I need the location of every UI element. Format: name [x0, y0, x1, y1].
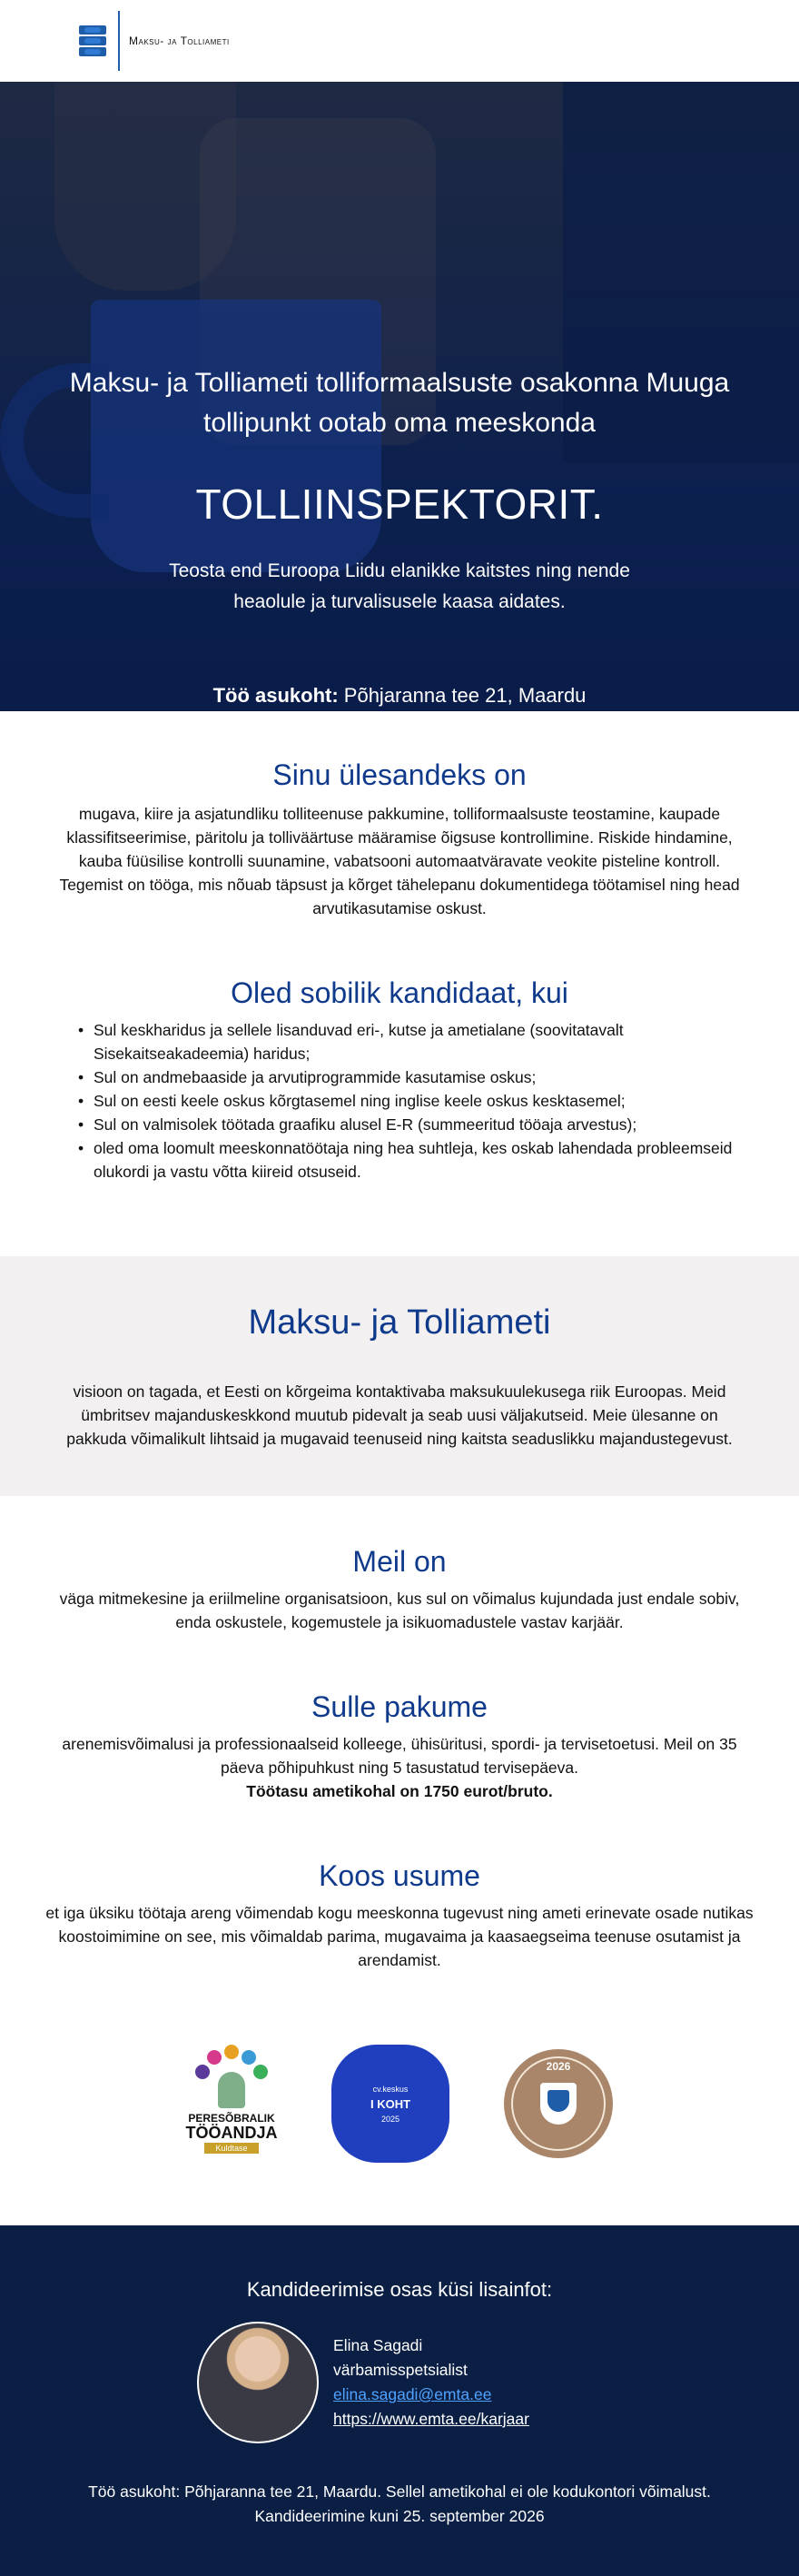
we-are-text: väga mitmekesine ja eriilmeline organisatsioon, kus sul on võimalus kujundada just endale sobiv, enda oskustele, kogemustele ja isikuomadustele vastav karjäär. — [59, 1590, 740, 1631]
vision-section — [0, 1256, 799, 1496]
tasks-section — [0, 711, 799, 920]
badge1-line2: TÖÖANDJA — [185, 2124, 278, 2142]
hero-location-value: Põhjaranna tee 21, Maardu — [338, 684, 587, 707]
vision-heading: Maksu- ja Tolliameti — [248, 1303, 551, 1342]
hero-location — [0, 684, 799, 708]
header — [0, 0, 799, 82]
tasks-text: mugava, kiire ja asjatundliku tolliteenuse pakkumine, tolliformaalsuste teostamine, kaupade klassifitseerimise, päritolu ja tolliväärtuse määramise õigsuse kontrollimine. Riskide hindamine, kauba füüsilise kontrolli suunamine, vabatsooni automaatväravate veokite pisteline kontroll. Tegemist on tööga, mis nõuab täpsust ja kõrget tähelepanu dokumentidega töötamisel ning head arvutikasutamise oskust. — [59, 805, 740, 917]
footer-heading: Kandideerimise osas küsi lisainfot: — [246, 2278, 553, 2301]
contact-info — [333, 2333, 529, 2432]
hero-subtitle: Maksu- ja Tolliameti tolliformaalsuste osakonna Muuga tollipunkt ootab oma meeskonda — [69, 368, 730, 438]
contact-email-link[interactable]: elina.sagadi@emta.ee — [333, 2385, 492, 2403]
three-lions-crest-icon — [76, 18, 109, 64]
hero-location-label: Töö asukoht: — [212, 684, 339, 707]
candidate-heading: Oled sobilik kandidaat, kui — [231, 976, 568, 1009]
believe-section — [0, 1803, 799, 1972]
vision-text: visioon on tagada, et Eesti on kõrgeima kontaktivaba maksukuulekusega riik Euroopas. Meid ümbritsev majanduskeskkond muutub pidevalt ja seab uusi väljakutseid. Meie ülesanne on pakkuda võimalikult lihtsaid ja mugavaid teenuseid ning kaitsta seaduslikku majandustegevust. — [66, 1382, 733, 1448]
offer-heading: Sulle pakume — [311, 1690, 488, 1723]
defence-league-badge — [504, 2049, 613, 2158]
list-item: • Sul on andmebaaside ja arvutiprogrammide kasutamise oskus; — [82, 1065, 745, 1089]
we-are-section — [0, 1496, 799, 1634]
career-website-link[interactable]: https://www.emta.ee/karjaar — [333, 2410, 529, 2428]
believe-text: et iga üksiku töötaja areng võimendab kogu meeskonna tugevust ning ameti erinevate osade nutikas koostoimimine on see, mis võimaldab parima, mugavaima ja kaasaegseima teenuse osutamist ja arendamist. — [45, 1904, 754, 1969]
contact-name: Elina Sagadi — [333, 2336, 423, 2354]
badge2-top: cv.keskus — [372, 2084, 409, 2094]
people-circle-icon — [191, 2045, 272, 2108]
candidate-list — [54, 1018, 745, 1184]
offer-text: arenemisvõimalusi ja professionaalseid kolleege, ühisüritusi, spordi- ja tervisetoetusi. Meil on 35 päeva põhipuhkust ning 5 tasustatud tervisepäeva. — [62, 1735, 737, 1777]
footer-deadline-line: Kandideerimine kuni 25. september 2026 — [254, 2507, 545, 2525]
badge3-year: 2026 — [546, 2060, 571, 2073]
footer-location-line: Töö asukoht: Põhjaranna tee 21, Maardu. Sellel ametikohal ei ole kodukontori võimalust. — [88, 2482, 711, 2501]
family-friendly-employer-badge — [186, 2045, 277, 2163]
shield-icon — [540, 2083, 577, 2125]
list-item: • Sul on valmisolek töötada graafiku alusel E-R (summeeritud tööaja arvestus); — [82, 1113, 745, 1136]
badge2-rank: I KOHT — [370, 2096, 411, 2111]
list-item: • oled oma loomult meeskonnatöötaja ning hea suhtleja, kes oskab lahendada probleemseid olukordi ja vastu võtta kiireid otsuseid. — [82, 1136, 745, 1184]
logo-text: Maksu- ja Tolliameti — [129, 35, 230, 47]
badge2-year: 2025 — [380, 2114, 400, 2124]
believe-heading: Koos usume — [319, 1859, 480, 1892]
hero-title: TOLLIINSPEKTORIT. — [195, 481, 604, 528]
contact-role: värbamisspetsialist — [333, 2361, 468, 2379]
tasks-heading: Sinu ülesandeks on — [272, 758, 527, 791]
we-are-heading: Meil on — [352, 1545, 447, 1578]
awards-row — [0, 2040, 799, 2167]
footer-bottom — [0, 2480, 799, 2529]
badge1-line1: PERESÕBRALIK — [188, 2112, 275, 2125]
avatar — [197, 2322, 319, 2443]
logo-divider — [118, 11, 120, 71]
offer-section — [0, 1634, 799, 1803]
cv-keskus-award-badge — [331, 2045, 449, 2163]
contact-card — [0, 2322, 799, 2443]
hero-lead: Teosta end Euroopa Liidu elanikke kaitstes ning nende heaolule ja turvalisusele kaasa aidates. — [169, 560, 630, 612]
badge1-line3: Kuldtase — [204, 2143, 258, 2154]
list-item: • Sul on eesti keele oskus kõrgtasemel ning inglise keele oskus kesktasemel; — [82, 1089, 745, 1113]
contact-footer — [0, 2225, 799, 2576]
candidate-section — [0, 920, 799, 1184]
list-item: • Sul keskharidus ja sellele lisanduvad eri-, kutse ja ametialane (soovitatavalt Sisekaitseakadeemia) haridus; — [82, 1018, 745, 1065]
hero-banner — [0, 82, 799, 711]
salary-text: Töötasu ametikohal on 1750 eurot/bruto. — [246, 1782, 553, 1800]
